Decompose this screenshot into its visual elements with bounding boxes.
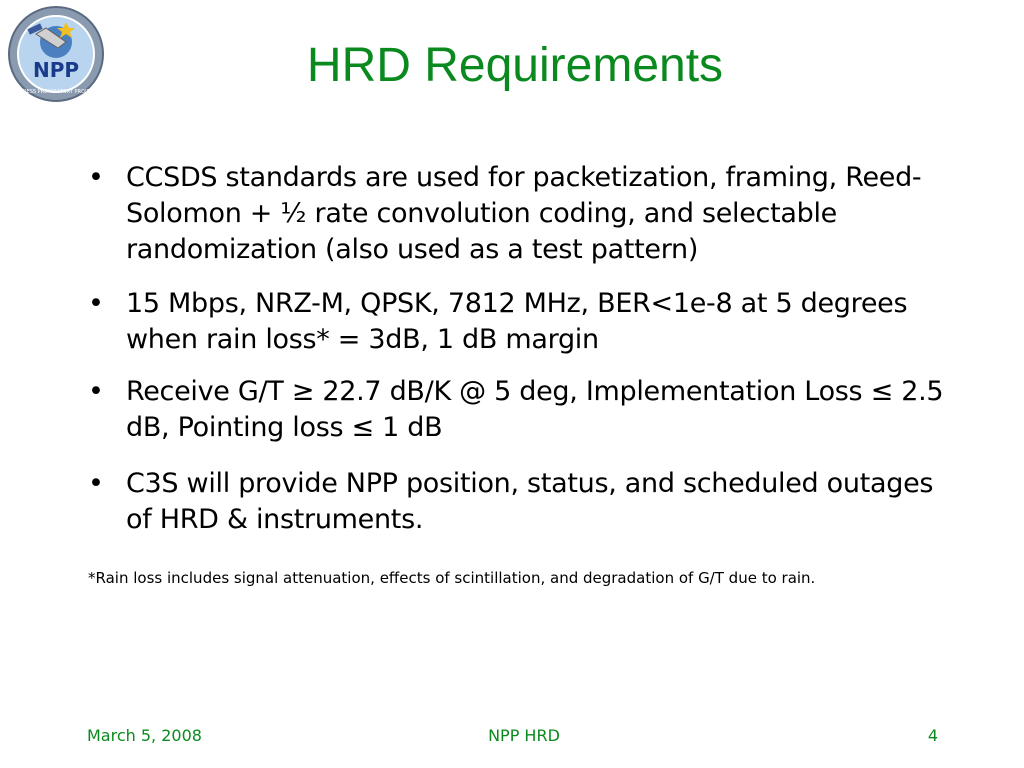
logo-ring-text: NPOESS PREPARATORY PROJECT: [15, 89, 97, 95]
bullet-text: CCSDS standards are used for packetization, framing, Reed-Solomon + ½ rate convolution coding, and selectable randomization (also used as a test pattern): [126, 162, 922, 265]
npp-logo: [6, 4, 106, 104]
bullet-item: [86, 374, 966, 466]
bullet-item: [86, 466, 966, 556]
bullet-text: 15 Mbps, NRZ-M, QPSK, 7812 MHz, BER<1e-8 at 5 degrees when rain loss* = 3dB, 1 dB margin: [126, 288, 908, 355]
bullet-item: [86, 286, 966, 374]
footnote: *Rain loss includes signal attenuation, effects of scintillation, and degradation of G/T due to rain.: [88, 569, 816, 587]
page-number: 4: [927, 726, 938, 745]
footer-center-label: NPP HRD: [488, 726, 560, 745]
bullet-marker: •: [88, 288, 104, 319]
footer-date: March 5, 2008: [87, 726, 202, 745]
bullet-list: [86, 160, 966, 556]
logo-text: NPP: [32, 58, 80, 82]
bullet-text: C3S will provide NPP position, status, and scheduled outages of HRD & instruments.: [126, 468, 934, 535]
slide-title: HRD Requirements: [306, 39, 724, 92]
bullet-item: [86, 160, 966, 286]
bullet-marker: •: [88, 376, 104, 407]
bullet-text: Receive G/T ≥ 22.7 dB/K @ 5 deg, Implementation Loss ≤ 2.5 dB, Pointing loss ≤ 1 dB: [126, 376, 944, 443]
bullet-marker: •: [88, 162, 104, 193]
bullet-marker: •: [88, 468, 104, 499]
